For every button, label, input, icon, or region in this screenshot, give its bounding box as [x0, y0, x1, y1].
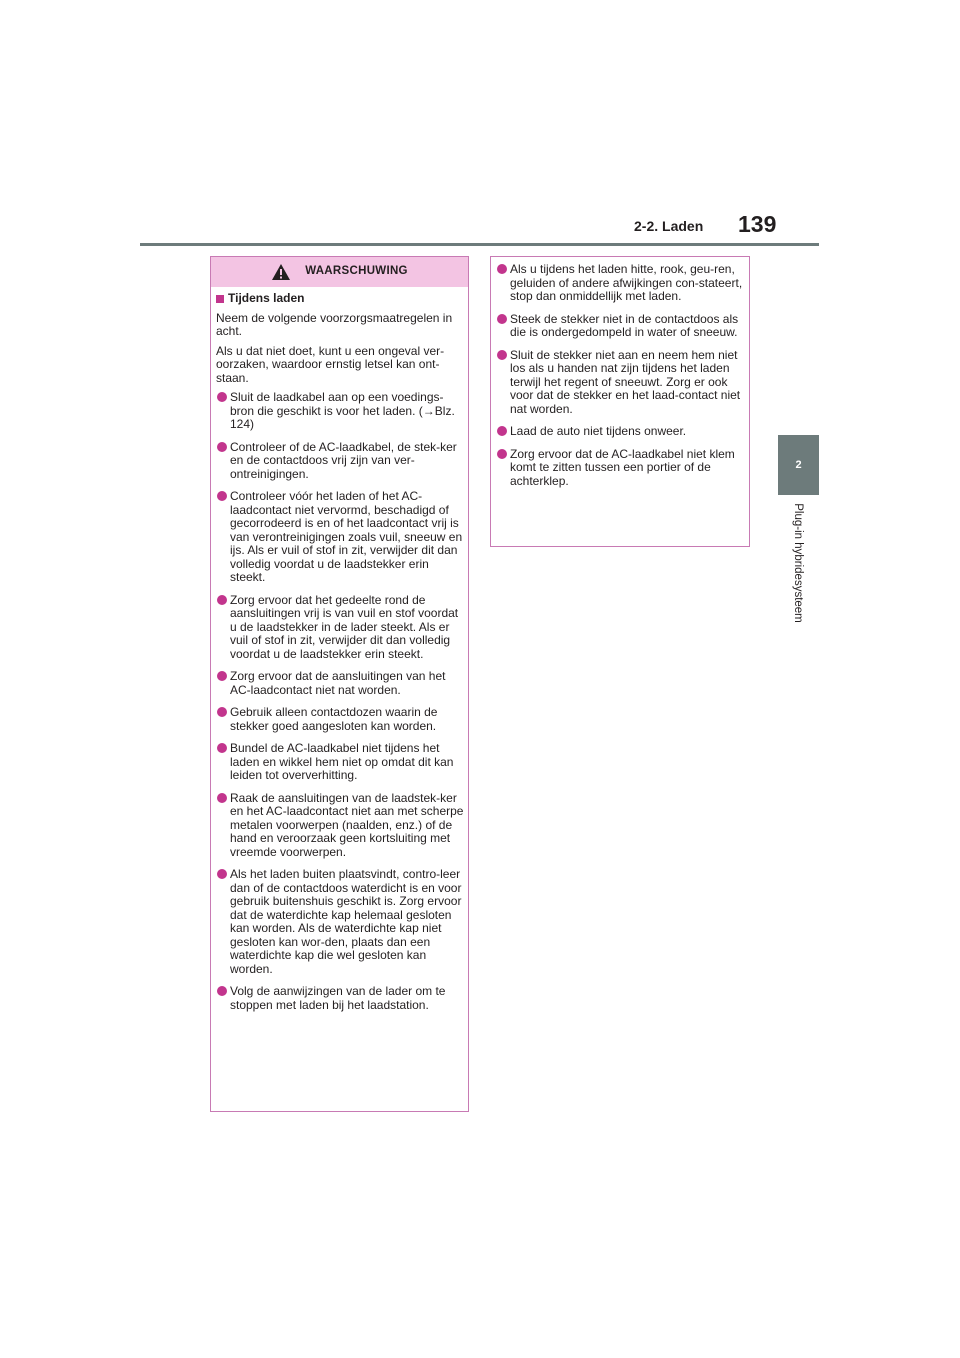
- list-item: [216, 490, 464, 585]
- list-item-text: Controleer of de AC-laadkabel, de stek-ker en de contactdoos vrij zijn van ver-ontreinigingen.: [230, 439, 457, 481]
- section-heading: [216, 292, 464, 306]
- warning-box-left: [210, 256, 469, 1112]
- intro-paragraph: Neem de volgende voorzorgsmaatregelen in acht.: [216, 310, 453, 338]
- list-item-text: Laad de auto niet tijdens onweer.: [510, 424, 687, 438]
- bullet-icon: [217, 595, 227, 605]
- list-item: [496, 263, 745, 304]
- chapter-label: Plug-in hybridesysteem: [792, 503, 804, 623]
- list-item: [496, 448, 745, 489]
- list-item-text: Steek de stekker niet in de contactdoos als die is ondergedompeld in water of sneeuw.: [510, 311, 739, 339]
- list-item-text: Als het laden buiten plaatsvindt, contro-leer dan of de contactdoos waterdicht is en voor gebruik buitenshuis geschikt is. Zorg ervoor dat de waterdichte kap helemaal gesloten kan worden. Als de waterdichte kap niet gesloten kan wor-den, plaats dan een waterdichte kap die wel gesloten kan worden.: [230, 867, 462, 976]
- list-item: [216, 792, 464, 860]
- bullet-icon: [217, 793, 227, 803]
- list-item: [216, 670, 464, 697]
- list-item: [216, 391, 464, 432]
- warning-header: [211, 257, 468, 287]
- bullet-icon: [217, 707, 227, 717]
- list-item: [496, 349, 745, 417]
- bullet-icon: [497, 314, 507, 324]
- warning-list-right: [496, 263, 745, 488]
- bullet-icon: [497, 449, 507, 459]
- bullet-icon: [217, 491, 227, 501]
- list-item-text: Bundel de AC-laadkabel niet tijdens het laden en wikkel hem niet op omdat dit kan leiden tot oververhitting.: [230, 741, 454, 782]
- list-item-text: Zorg ervoor dat het gedeelte rond de aansluitingen vrij is van vuil en stof voordat u de laadstekker in de lader steekt. Als er vuil of stof in zit, verwijder dit dan volledig voordat u de laadstekker erin steekt.: [230, 592, 459, 661]
- bullet-icon: [217, 986, 227, 996]
- bullet-icon: [217, 671, 227, 681]
- bullet-icon: [497, 426, 507, 436]
- warning-body-right: [491, 257, 749, 488]
- list-item-text: Raak de aansluitingen van de laadstek-ker en het AC-laadcontact niet aan met scherpe metalen voorwerpen (naalden, enz.) of de hand en veroorzaak geen kortsluiting met vreemde voorwerpen.: [230, 790, 464, 859]
- list-item-text: Volg de aanwijzingen van de lader om te stoppen met laden bij het laadstation.: [230, 984, 446, 1012]
- warning-triangle-icon: [271, 263, 291, 281]
- list-item: [216, 594, 464, 662]
- bullet-icon: [217, 442, 227, 452]
- warning-body-left: [211, 287, 468, 1012]
- warning-list-left: [216, 391, 464, 1012]
- list-item-text: Zorg ervoor dat de AC-laadkabel niet klem komt te zitten tussen een portier of de achterklep.: [510, 446, 735, 488]
- list-item: [496, 313, 745, 340]
- list-item: [216, 868, 464, 976]
- bullet-icon: [497, 264, 507, 274]
- header-section-title: 2-2. Laden: [634, 218, 704, 234]
- list-item: [496, 425, 745, 439]
- page-number: 139: [738, 211, 777, 237]
- chapter-number: 2: [795, 459, 802, 471]
- list-item: [216, 441, 464, 482]
- warning-heading: WAARSCHUWING: [305, 265, 408, 278]
- chapter-tab: [778, 435, 819, 495]
- list-item-text: Zorg ervoor dat de aansluitingen van het AC-laadcontact niet nat worden.: [230, 669, 446, 697]
- warning-box-right: [490, 256, 750, 547]
- bullet-icon: [497, 350, 507, 360]
- list-item: [216, 985, 464, 1012]
- list-item-text: Controleer vóór het laden of het AC-laadcontact niet vervormd, beschadigd of gecorrodeerd is en of het laadcontact vrij is van verontreinigingen zoals vuil, sneeuw en ijs. Als er vuil of stof in zit, verwijder dit dan volledig voordat u de laadstekker erin steekt.: [230, 489, 463, 584]
- bullet-icon: [217, 392, 227, 402]
- square-bullet-icon: [216, 295, 224, 303]
- list-item-text: Gebruik alleen contactdozen waarin de stekker goed aangesloten kan worden.: [230, 705, 438, 733]
- list-item: [216, 742, 464, 783]
- header-rule: [140, 243, 819, 246]
- section-heading-text: Tijdens laden: [228, 291, 305, 305]
- list-item: [216, 706, 464, 733]
- list-item-text: Sluit de laadkabel aan op een voedings-bron die geschikt is voor het laden. (→Blz. 124): [230, 390, 455, 431]
- bullet-icon: [217, 869, 227, 879]
- intro-paragraph: Als u dat niet doet, kunt u een ongeval ver-oorzaken, waardoor ernstig letsel kan ont-staan.: [216, 343, 445, 385]
- list-item-text: Sluit de stekker niet aan en neem hem niet los als u handen nat zijn tijdens het laden terwijl het regent of sneeuwt. Zorg er ook voor dat de stekker en het laad-contact niet nat worden.: [510, 347, 741, 416]
- list-item-text: Als u tijdens het laden hitte, rook, geu-ren, geluiden of andere afwijkingen con-stateert, stop dan onmiddellijk met laden.: [510, 262, 743, 303]
- bullet-icon: [217, 743, 227, 753]
